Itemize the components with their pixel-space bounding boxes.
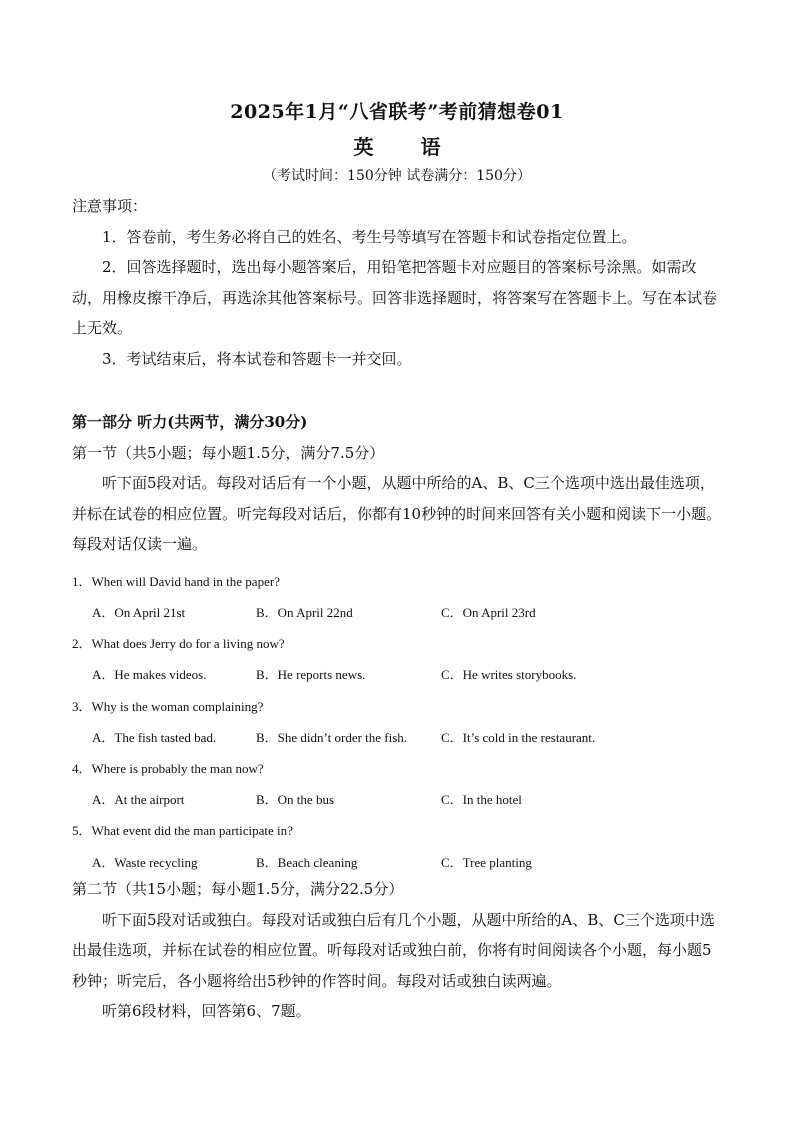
q1-option-b: B．On April 22nd <box>256 605 353 620</box>
q4-option-c: C．In the hotel <box>441 792 522 807</box>
exam-subject: 英 语 <box>353 135 461 159</box>
q2-option-c: C．He writes storybooks. <box>441 667 577 682</box>
q4-option-a: A．At the airport <box>92 792 185 807</box>
q5-option-c: C．Tree planting <box>441 855 532 870</box>
notice-item-2: 2．回答选择题时，选出每小题答案后，用铅笔把答题卡对应题目的答案标号涂黑。如需改动，用橡皮擦干净后，再选涂其他答案标号。回答非选择题时，将答案写在答题卡上。写在本试卷上无效。 <box>72 258 718 337</box>
section2-instruction: 听下面5段对话或独白。每段对话或独白后有几个小题，从题中所给的A、B、C三个选项中选出最佳选项，并标在试卷的相应位置。听每段对话或独白前，你将有时间阅读各个小题，每小题5秒钟；听完后，各小题将给出5秒钟的作答时间。每段对话或独白读两遍。 <box>72 910 715 990</box>
q5-option-b: B．Beach cleaning <box>256 855 358 870</box>
q3-option-c: C．It’s cold in the restaurant. <box>441 730 596 745</box>
q3-option-b: B．She didn’t order the fish. <box>256 730 408 745</box>
q5-option-a: A．Waste recycling <box>92 855 198 870</box>
q3-option-a: A．The fish tasted bad. <box>92 730 217 745</box>
q2-option-b: B．He reports news. <box>256 667 366 682</box>
part1-header <box>72 407 722 560</box>
section1-heading: 第一节（共5小题；每小题1.5分，满分7.5分） <box>72 443 385 462</box>
question-4: 4．Where is probably the man now? <box>72 761 264 776</box>
q2-option-a: A．He makes videos. <box>92 667 207 682</box>
section1-instruction: 听下面5段对话。每段对话后有一个小题，从题中所给的A、B、C三个选项中选出最佳选项，并标在试卷的相应位置。听完每段对话后，你都有10秒钟的时间来回答有关小题和阅读下一小题。每段对话仅读一遍。 <box>72 474 722 553</box>
question-2: 2．What does Jerry do for a living now? <box>72 636 285 651</box>
question-3: 3．Why is the woman complaining? <box>72 699 264 714</box>
q1-option-c: C．On April 23rd <box>441 605 536 620</box>
question-1: 1．When will David hand in the paper? <box>72 574 280 589</box>
notice-item-1: 1．答卷前，考生务必将自己的姓名、考生号等填写在答题卡和试卷指定位置上。 <box>102 227 637 246</box>
section2-material: 听第6段材料，回答第6、7题。 <box>102 1002 311 1020</box>
exam-title: 2025年1月“八省联考”考前猜想卷01 <box>230 101 564 123</box>
q1-option-a: A．On April 21st <box>92 605 186 620</box>
notice-heading: 注意事项： <box>72 197 148 215</box>
question-5: 5．What event did the man participate in? <box>72 823 293 838</box>
notice-section <box>72 191 722 374</box>
q4-option-b: B．On the bus <box>256 792 335 807</box>
exam-info: （考试时间：150分钟 试卷满分：150分） <box>263 168 531 184</box>
notice-item-3: 3．考试结束后，将本试卷和答题卡一并交回。 <box>102 349 412 368</box>
part1-heading: 第一部分 听力(共两节，满分30分) <box>72 413 308 431</box>
section2-heading: 第二节（共15小题；每小题1.5分，满分22.5分） <box>72 880 404 898</box>
section2 <box>72 874 722 1027</box>
